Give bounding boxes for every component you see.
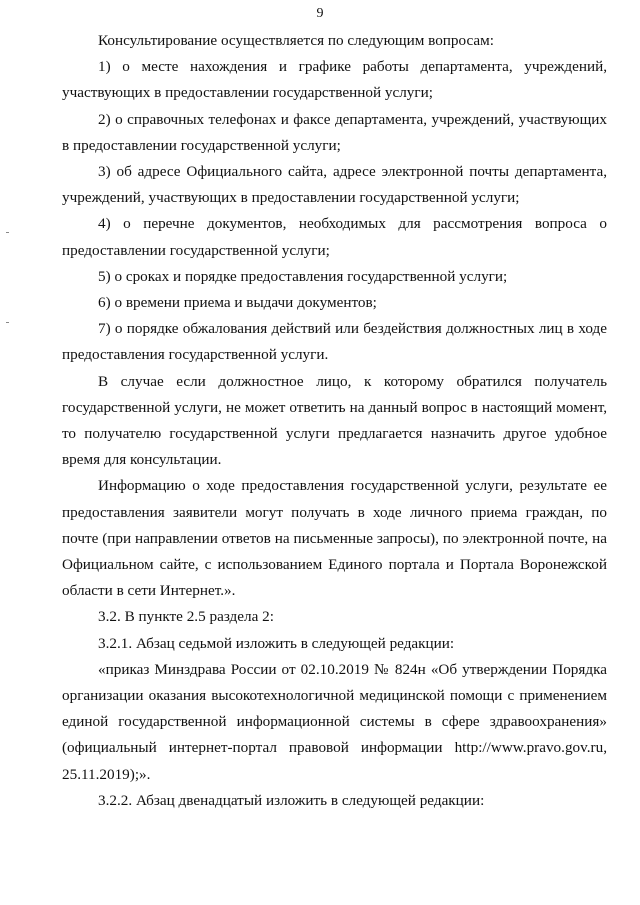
paragraph-consultation-case: В случае если должностное лицо, к которому обратился получатель государственной услуги, не может ответить на данный вопрос в настоящий момент, то получателю государственной услуги предлагается назначить другое удобное время для консультации. [62,372,607,469]
margin-mark [6,232,9,233]
page-number: 9 [316,6,324,21]
paragraph-intro: Консультирование осуществляется по следующим вопросам: [98,32,494,49]
paragraph-item-1: 1) о месте нахождения и графике работы департамента, учреждений, участвующих в предоставлении государственной услуги; [62,58,607,102]
paragraph-section-3-2-1: 3.2.1. Абзац седьмой изложить в следующей редакции: [98,634,455,652]
paragraph-item-7: 7) о порядке обжалования действий или бездействия должностных лиц в ходе предоставления государственной услуги. [62,320,607,364]
paragraph-order-quote: «приказ Минздрава России от 02.10.2019 № 824н «Об утверждении Порядка организации оказания высокотехнологичной медицинской помощи с применением единой государственной информационной системы в сфере здравоохранения» (официальный интернет-портал правовой информации http://www.pravo.gov.ru, 25.11.2019);». [62,660,607,783]
paragraph-item-5: 5) о сроках и порядке предоставления государственной услуги; [98,267,508,285]
document-body [62,28,607,814]
paragraph-section-3-2: 3.2. В пункте 2.5 раздела 2: [98,608,274,626]
paragraph-information: Информацию о ходе предоставления государственной услуги, результате ее предоставления заявители могут получать в ходе личного приема граждан, по почте (при направлении ответов на письменные запросы), по электронной почте, на Официальном сайте, с использованием Единого портала и Портала Воронежской области в сети Интернет.». [62,477,607,600]
paragraph-item-2: 2) о справочных телефонах и факсе департамента, учреждений, участвующих в предоставлении государственной услуги; [62,110,607,154]
paragraph-item-3: 3) об адресе Официального сайта, адресе электронной почты департамента, учреждений, участвующих в предоставлении государственной услуги; [62,163,607,207]
paragraph-item-4: 4) о перечне документов, необходимых для рассмотрения вопроса о предоставлении государственной услуги; [62,215,607,259]
paragraph-section-3-2-2: 3.2.2. Абзац двенадцатый изложить в следующей редакции: [98,791,485,809]
paragraph-item-6: 6) о времени приема и выдачи документов; [98,294,377,312]
margin-mark [6,322,9,323]
